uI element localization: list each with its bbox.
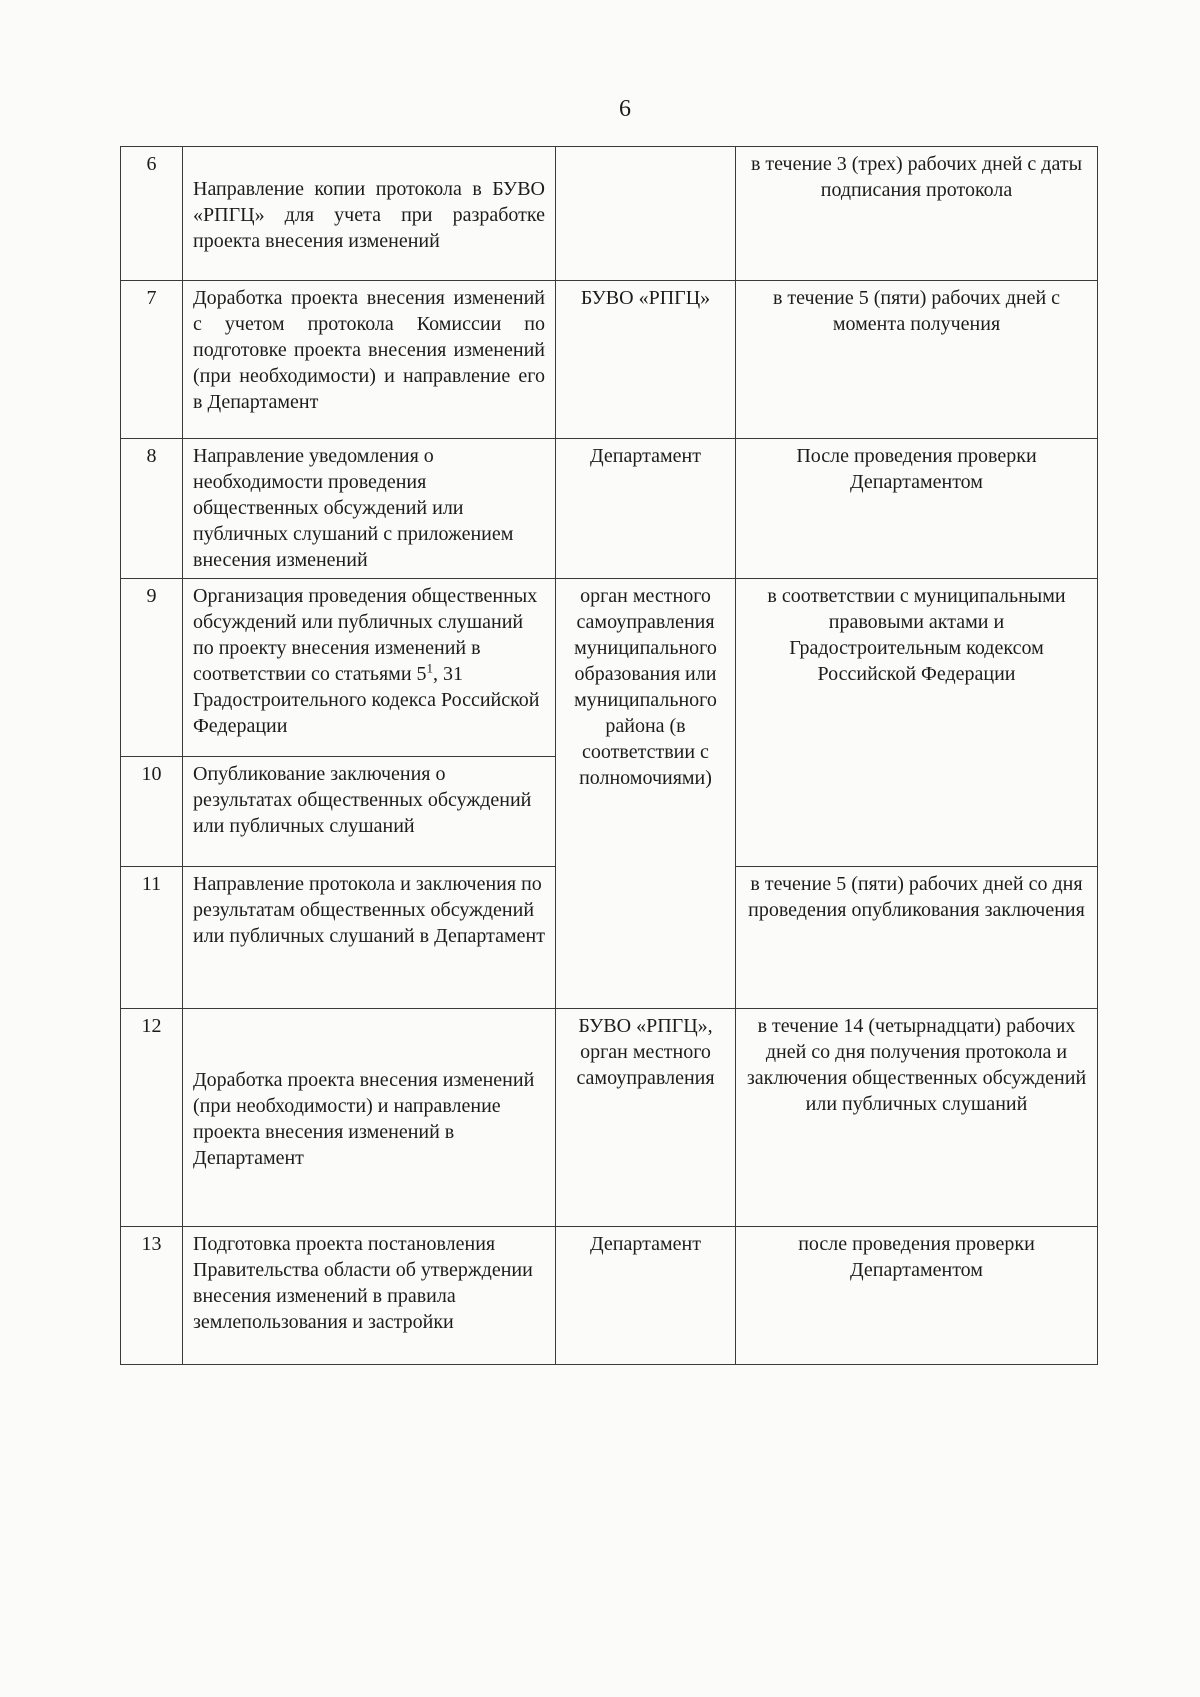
- task-cell: Направление уведомления о необходимости проведения общественных обсуждений или публичных слушаний с приложением внесения изменений: [183, 439, 556, 579]
- deadline-cell: в течение 5 (пяти) рабочих дней со дня проведения опубликования заключения: [736, 867, 1098, 1009]
- table-row: [121, 147, 1098, 281]
- procedure-table: [120, 146, 1098, 1365]
- deadline-cell: После проведения проверки Департаментом: [736, 439, 1098, 579]
- row-number: 9: [121, 579, 183, 757]
- responsible-cell: Департамент: [556, 1227, 736, 1365]
- deadline-cell: в течение 5 (пяти) рабочих дней с момента получения: [736, 281, 1098, 439]
- deadline-cell-merged: в соответствии с муниципальными правовыми актами и Градостроительным кодексом Российской Федерации: [736, 579, 1098, 867]
- task-cell: Доработка проекта внесения изменений (при необходимости) и направление проекта внесения изменений в Департамент: [183, 1009, 556, 1227]
- page-number: 6: [619, 96, 631, 122]
- table-row: [121, 281, 1098, 439]
- row-number: 8: [121, 439, 183, 579]
- deadline-cell: после проведения проверки Департаментом: [736, 1227, 1098, 1365]
- responsible-cell: [556, 147, 736, 281]
- responsible-cell: БУВО «РПГЦ»: [556, 281, 736, 439]
- task-text: Организация проведения общественных обсуждений или публичных слушаний по проекту внесения изменений в соответствии со статьями 5: [193, 585, 538, 685]
- responsible-cell-merged: орган местного самоуправления муниципального образования или муниципального района (в соответствии с полномочиями): [556, 579, 736, 1009]
- responsible-cell: Департамент: [556, 439, 736, 579]
- task-cell: Доработка проекта внесения изменений с учетом протокола Комиссии по подготовке проекта внесения изменений (при необходимости) и направление его в Департамент: [183, 281, 556, 439]
- task-text: , 31 Градостроительного кодекса Российской Федерации: [193, 663, 540, 737]
- task-cell: [183, 579, 556, 757]
- row-number: 6: [121, 147, 183, 281]
- task-cell: Опубликование заключения о результатах общественных обсуждений или публичных слушаний: [183, 757, 556, 867]
- task-cell: Направление копии протокола в БУВО «РПГЦ» для учета при разработке проекта внесения изменений: [183, 147, 556, 281]
- table-row: [121, 1227, 1098, 1365]
- table-row: [121, 1009, 1098, 1227]
- table-row: [121, 439, 1098, 579]
- superscript: 1: [426, 660, 434, 676]
- row-number: 13: [121, 1227, 183, 1365]
- deadline-cell: в течение 14 (четырнадцати) рабочих дней со дня получения протокола и заключения общественных обсуждений или публичных слушаний: [736, 1009, 1098, 1227]
- table-row: [121, 579, 1098, 757]
- task-cell: Подготовка проекта постановления Правительства области об утверждении внесения изменений в правила землепользования и застройки: [183, 1227, 556, 1365]
- row-number: 11: [121, 867, 183, 1009]
- row-number: 7: [121, 281, 183, 439]
- task-cell: Направление протокола и заключения по результатам общественных обсуждений или публичных слушаний в Департамент: [183, 867, 556, 1009]
- row-number: 10: [121, 757, 183, 867]
- responsible-cell: БУВО «РПГЦ», орган местного самоуправления: [556, 1009, 736, 1227]
- deadline-cell: в течение 3 (трех) рабочих дней с даты подписания протокола: [736, 147, 1098, 281]
- row-number: 12: [121, 1009, 183, 1227]
